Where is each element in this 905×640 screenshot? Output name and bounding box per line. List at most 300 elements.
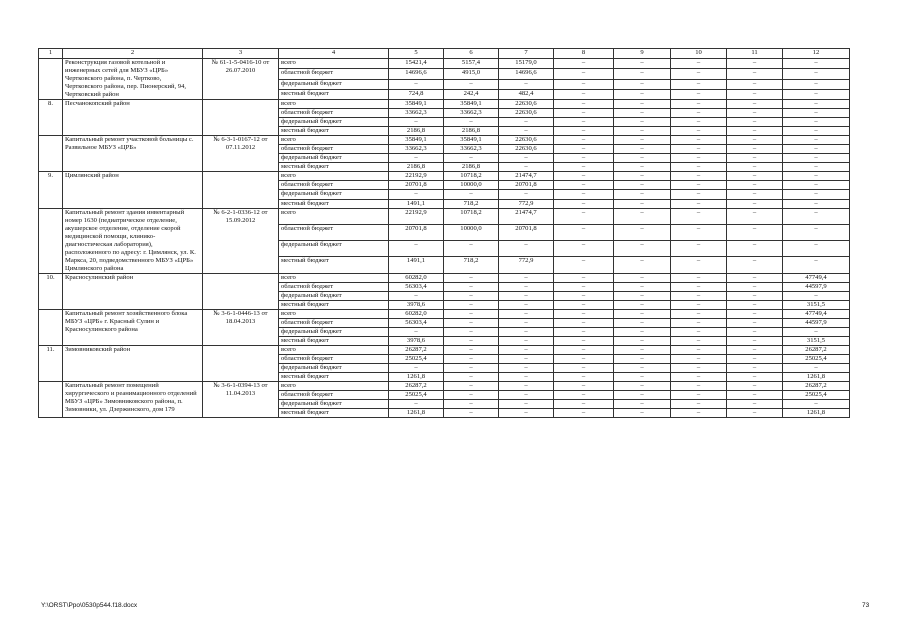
amount-cell: – (727, 79, 783, 89)
document-number: № 3-6-1-0446-13 от 18.04.2013 (203, 309, 279, 345)
amount-cell: – (671, 241, 727, 257)
amount-cell: – (783, 145, 850, 154)
table-row (39, 382, 850, 391)
amount-cell: – (499, 118, 554, 127)
amount-cell: – (671, 127, 727, 136)
amount-cell: – (614, 346, 671, 355)
amount-cell: – (554, 181, 614, 190)
amount-cell: – (499, 346, 554, 355)
amount-cell: – (671, 373, 727, 382)
object-name: Красносулинский район (63, 273, 203, 309)
row-number (39, 382, 63, 418)
amount-cell: 718,2 (444, 257, 499, 273)
amount-cell: – (727, 382, 783, 391)
amount-cell: – (671, 145, 727, 154)
amount-cell: – (783, 190, 850, 199)
amount-cell: – (783, 79, 850, 89)
amount-cell: – (499, 241, 554, 257)
amount-cell: 25025,4 (389, 391, 444, 400)
amount-cell: – (671, 69, 727, 79)
amount-cell: – (671, 172, 727, 181)
amount-cell: 10718,2 (444, 172, 499, 181)
funding-source: местный бюджет (279, 199, 389, 208)
funding-source: всего (279, 309, 389, 318)
amount-cell: – (614, 136, 671, 145)
amount-cell: – (499, 400, 554, 409)
amount-cell: – (614, 59, 671, 69)
amount-cell: – (614, 364, 671, 373)
object-name: Капитальный ремонт хозяйственного блока МБУЗ «ЦРБ» г. Красный Сулин и Красносулинского района (63, 309, 203, 345)
amount-cell: – (444, 190, 499, 199)
amount-cell: – (444, 391, 499, 400)
amount-cell: – (727, 346, 783, 355)
amount-cell: – (389, 364, 444, 373)
column-header: 4 (279, 49, 389, 59)
amount-cell: 20701,8 (389, 224, 444, 240)
amount-cell: – (614, 199, 671, 208)
amount-cell: – (444, 273, 499, 282)
table-row (39, 136, 850, 145)
amount-cell: – (554, 373, 614, 382)
amount-cell: – (554, 89, 614, 99)
amount-cell: 22630,6 (499, 100, 554, 109)
amount-cell: – (671, 364, 727, 373)
document-number (203, 100, 279, 136)
funding-source: местный бюджет (279, 163, 389, 172)
amount-cell: – (389, 291, 444, 300)
amount-cell: 21474,7 (499, 172, 554, 181)
amount-cell: – (727, 291, 783, 300)
amount-cell: – (614, 291, 671, 300)
amount-cell: – (389, 327, 444, 336)
amount-cell: – (614, 145, 671, 154)
amount-cell: – (554, 346, 614, 355)
column-header: 10 (671, 49, 727, 59)
amount-cell: – (554, 382, 614, 391)
amount-cell: – (554, 136, 614, 145)
amount-cell: 2186,8 (389, 163, 444, 172)
footer-file-path: Y:\ORST\Ppo\0530p544.f18.docx (41, 602, 138, 609)
amount-cell: – (727, 355, 783, 364)
amount-cell: 772,9 (499, 199, 554, 208)
amount-cell: – (444, 154, 499, 163)
document-number (203, 172, 279, 208)
amount-cell: – (727, 190, 783, 199)
funding-source: областной бюджет (279, 109, 389, 118)
funding-source: всего (279, 273, 389, 282)
amount-cell: – (671, 346, 727, 355)
amount-cell: – (727, 89, 783, 99)
amount-cell: – (499, 355, 554, 364)
funding-source: областной бюджет (279, 355, 389, 364)
funding-source: федеральный бюджет (279, 190, 389, 199)
amount-cell: – (614, 224, 671, 240)
amount-cell: 33662,3 (389, 145, 444, 154)
funding-source: областной бюджет (279, 391, 389, 400)
amount-cell: – (727, 273, 783, 282)
amount-cell: 20701,8 (499, 224, 554, 240)
amount-cell: – (554, 69, 614, 79)
amount-cell: – (783, 364, 850, 373)
amount-cell: – (727, 327, 783, 336)
amount-cell: – (727, 109, 783, 118)
amount-cell: – (727, 241, 783, 257)
column-header: 11 (727, 49, 783, 59)
amount-cell: – (554, 190, 614, 199)
amount-cell: – (671, 79, 727, 89)
amount-cell: – (727, 391, 783, 400)
amount-cell: 3151,5 (783, 300, 850, 309)
amount-cell: – (444, 300, 499, 309)
amount-cell: 1261,8 (783, 409, 850, 418)
object-name: Цимлянский район (63, 172, 203, 208)
amount-cell: 1261,8 (783, 373, 850, 382)
amount-cell: – (389, 241, 444, 257)
document-number: № 3-6-1-0394-13 от 11.04.2013 (203, 382, 279, 418)
table-row (39, 59, 850, 69)
amount-cell: – (727, 69, 783, 79)
amount-cell: 14696,6 (499, 69, 554, 79)
amount-cell: – (554, 282, 614, 291)
document-number (203, 346, 279, 382)
amount-cell: 25025,4 (389, 355, 444, 364)
amount-cell: – (499, 373, 554, 382)
amount-cell: – (499, 327, 554, 336)
amount-cell: – (444, 400, 499, 409)
amount-cell: 5157,4 (444, 59, 499, 69)
amount-cell: – (614, 373, 671, 382)
amount-cell: – (614, 337, 671, 346)
amount-cell: – (614, 89, 671, 99)
amount-cell: – (614, 163, 671, 172)
page-number: 73 (862, 602, 870, 609)
table-row (39, 172, 850, 181)
amount-cell: – (614, 127, 671, 136)
document-number: № 61-1-5-0416-10 от 26.07.2010 (203, 59, 279, 100)
amount-cell: – (671, 89, 727, 99)
amount-cell: – (671, 199, 727, 208)
column-header: 2 (63, 49, 203, 59)
row-number: 8. (39, 100, 63, 136)
amount-cell: 26287,2 (783, 382, 850, 391)
amount-cell: – (614, 257, 671, 273)
amount-cell: – (727, 409, 783, 418)
amount-cell: – (783, 400, 850, 409)
amount-cell: – (671, 327, 727, 336)
amount-cell: – (554, 355, 614, 364)
amount-cell: 21474,7 (499, 208, 554, 224)
amount-cell: 10000,0 (444, 224, 499, 240)
header-row (39, 49, 850, 59)
amount-cell: – (499, 190, 554, 199)
amount-cell: 1261,8 (389, 409, 444, 418)
amount-cell: – (389, 118, 444, 127)
amount-cell: – (614, 208, 671, 224)
amount-cell: – (671, 400, 727, 409)
amount-cell: – (671, 282, 727, 291)
amount-cell: – (614, 109, 671, 118)
amount-cell: – (554, 391, 614, 400)
amount-cell: – (671, 59, 727, 69)
funding-source: федеральный бюджет (279, 241, 389, 257)
amount-cell: 10000,0 (444, 181, 499, 190)
amount-cell: – (554, 300, 614, 309)
row-number (39, 59, 63, 100)
amount-cell: – (554, 318, 614, 327)
amount-cell: 482,4 (499, 89, 554, 99)
amount-cell: – (444, 241, 499, 257)
amount-cell: – (671, 391, 727, 400)
amount-cell: – (783, 327, 850, 336)
column-header: 5 (389, 49, 444, 59)
amount-cell: – (727, 364, 783, 373)
funding-source: всего (279, 346, 389, 355)
amount-cell: – (554, 154, 614, 163)
amount-cell: – (614, 79, 671, 89)
amount-cell: – (727, 199, 783, 208)
amount-cell: 22630,6 (499, 136, 554, 145)
funding-source: местный бюджет (279, 373, 389, 382)
column-header: 12 (783, 49, 850, 59)
funding-source: областной бюджет (279, 181, 389, 190)
amount-cell: 22630,6 (499, 109, 554, 118)
amount-cell: – (614, 391, 671, 400)
object-name: Капитальный ремонт помещений хирургического и реанимационного отделений МБУЗ «ЦРБ» Зимовниковского района, п. Зимовники, ул. Дзержинского, дом 179 (63, 382, 203, 418)
row-number (39, 208, 63, 273)
funding-source: всего (279, 136, 389, 145)
amount-cell: – (727, 373, 783, 382)
column-header: 7 (499, 49, 554, 59)
amount-cell: – (671, 181, 727, 190)
amount-cell: 3978,6 (389, 300, 444, 309)
amount-cell: – (614, 318, 671, 327)
amount-cell: 35849,1 (444, 136, 499, 145)
amount-cell: – (727, 172, 783, 181)
amount-cell: 2186,8 (444, 163, 499, 172)
amount-cell: 56303,4 (389, 318, 444, 327)
amount-cell: – (727, 337, 783, 346)
amount-cell: – (614, 409, 671, 418)
amount-cell: – (554, 273, 614, 282)
amount-cell: – (444, 373, 499, 382)
amount-cell: – (727, 59, 783, 69)
amount-cell: – (783, 89, 850, 99)
amount-cell: – (389, 154, 444, 163)
funding-source: местный бюджет (279, 337, 389, 346)
table-row (39, 100, 850, 109)
amount-cell: 20701,8 (389, 181, 444, 190)
amount-cell: 3151,5 (783, 337, 850, 346)
funding-source: федеральный бюджет (279, 291, 389, 300)
amount-cell: 25025,4 (783, 355, 850, 364)
amount-cell: – (727, 127, 783, 136)
amount-cell: – (499, 291, 554, 300)
table-row (39, 273, 850, 282)
amount-cell: – (554, 100, 614, 109)
funding-source: областной бюджет (279, 224, 389, 240)
amount-cell: – (444, 327, 499, 336)
amount-cell: – (671, 291, 727, 300)
funding-source: местный бюджет (279, 257, 389, 273)
amount-cell: – (727, 318, 783, 327)
amount-cell: – (783, 163, 850, 172)
amount-cell: 25025,4 (783, 391, 850, 400)
amount-cell: – (727, 309, 783, 318)
amount-cell: – (671, 300, 727, 309)
row-number: 10. (39, 273, 63, 309)
amount-cell: 242,4 (444, 89, 499, 99)
amount-cell: – (783, 118, 850, 127)
amount-cell: – (783, 136, 850, 145)
document-number: № 6-3-1-0167-12 от 07.11.2012 (203, 136, 279, 172)
row-number: 11. (39, 346, 63, 382)
amount-cell: – (444, 79, 499, 89)
amount-cell: – (554, 364, 614, 373)
amount-cell: – (614, 118, 671, 127)
amount-cell: – (444, 364, 499, 373)
amount-cell: – (614, 309, 671, 318)
amount-cell: – (671, 224, 727, 240)
amount-cell: 44597,9 (783, 282, 850, 291)
budget-table (38, 48, 850, 418)
amount-cell: – (671, 257, 727, 273)
amount-cell: – (444, 409, 499, 418)
amount-cell: – (499, 409, 554, 418)
funding-source: всего (279, 208, 389, 224)
amount-cell: 4915,0 (444, 69, 499, 79)
amount-cell: – (389, 190, 444, 199)
funding-source: федеральный бюджет (279, 327, 389, 336)
amount-cell: – (614, 282, 671, 291)
amount-cell: – (671, 109, 727, 118)
amount-cell: – (671, 309, 727, 318)
amount-cell: – (783, 241, 850, 257)
amount-cell: – (671, 100, 727, 109)
amount-cell: 15179,0 (499, 59, 554, 69)
row-number (39, 309, 63, 345)
amount-cell: – (614, 400, 671, 409)
amount-cell: – (554, 145, 614, 154)
column-header: 8 (554, 49, 614, 59)
funding-source: федеральный бюджет (279, 118, 389, 127)
object-name: Реконструкция газовой котельной и инженерных сетей для МБУЗ «ЦРБ» Чертковского района, п. Чертково, Чертковского района, пер. Пионерский, 94, Чертковский район (63, 59, 203, 100)
amount-cell: – (783, 224, 850, 240)
amount-cell: – (554, 208, 614, 224)
document-number (203, 273, 279, 309)
amount-cell: – (554, 163, 614, 172)
amount-cell: – (614, 154, 671, 163)
amount-cell: – (499, 127, 554, 136)
column-header: 3 (203, 49, 279, 59)
funding-source: областной бюджет (279, 145, 389, 154)
amount-cell: – (671, 355, 727, 364)
amount-cell: – (783, 154, 850, 163)
funding-source: всего (279, 100, 389, 109)
funding-source: всего (279, 382, 389, 391)
amount-cell: – (671, 337, 727, 346)
amount-cell: – (444, 291, 499, 300)
funding-source: местный бюджет (279, 300, 389, 309)
amount-cell: – (671, 409, 727, 418)
amount-cell: – (783, 181, 850, 190)
amount-cell: 14696,6 (389, 69, 444, 79)
amount-cell: 35849,1 (389, 100, 444, 109)
funding-source: областной бюджет (279, 318, 389, 327)
amount-cell: – (444, 282, 499, 291)
amount-cell: – (614, 273, 671, 282)
funding-source: областной бюджет (279, 282, 389, 291)
amount-cell: – (499, 282, 554, 291)
amount-cell: 56303,4 (389, 282, 444, 291)
table-row (39, 346, 850, 355)
amount-cell: 44597,9 (783, 318, 850, 327)
amount-cell: – (554, 118, 614, 127)
amount-cell: – (727, 118, 783, 127)
column-header: 6 (444, 49, 499, 59)
amount-cell: – (671, 190, 727, 199)
amount-cell: – (614, 241, 671, 257)
amount-cell: – (499, 79, 554, 89)
amount-cell: – (671, 208, 727, 224)
amount-cell: – (444, 318, 499, 327)
column-header: 9 (614, 49, 671, 59)
funding-source: всего (279, 172, 389, 181)
amount-cell: – (614, 69, 671, 79)
amount-cell: – (727, 181, 783, 190)
amount-cell: – (783, 109, 850, 118)
amount-cell: – (554, 172, 614, 181)
amount-cell: – (671, 154, 727, 163)
amount-cell: – (727, 224, 783, 240)
amount-cell: – (614, 190, 671, 199)
amount-cell: – (499, 163, 554, 172)
amount-cell: 10718,2 (444, 208, 499, 224)
amount-cell: – (727, 257, 783, 273)
amount-cell: – (727, 208, 783, 224)
amount-cell: 3978,6 (389, 337, 444, 346)
amount-cell: – (444, 346, 499, 355)
amount-cell: – (444, 355, 499, 364)
amount-cell: – (727, 300, 783, 309)
row-number (39, 136, 63, 172)
amount-cell: 1491,1 (389, 199, 444, 208)
amount-cell: 33662,3 (444, 145, 499, 154)
amount-cell: – (783, 291, 850, 300)
amount-cell: 20701,8 (499, 181, 554, 190)
amount-cell: 33662,3 (444, 109, 499, 118)
amount-cell: – (727, 282, 783, 291)
amount-cell: 2186,8 (444, 127, 499, 136)
funding-source: федеральный бюджет (279, 400, 389, 409)
funding-source: федеральный бюджет (279, 79, 389, 89)
amount-cell: – (783, 59, 850, 69)
amount-cell: – (499, 300, 554, 309)
amount-cell: – (727, 163, 783, 172)
amount-cell: – (389, 79, 444, 89)
amount-cell: – (614, 181, 671, 190)
amount-cell: – (554, 199, 614, 208)
amount-cell: – (783, 100, 850, 109)
amount-cell: 35849,1 (444, 100, 499, 109)
amount-cell: 2186,8 (389, 127, 444, 136)
amount-cell: – (444, 309, 499, 318)
amount-cell: – (499, 382, 554, 391)
table-row (39, 208, 850, 224)
amount-cell: – (444, 118, 499, 127)
amount-cell: – (499, 309, 554, 318)
amount-cell: – (783, 127, 850, 136)
amount-cell: 26287,2 (389, 382, 444, 391)
